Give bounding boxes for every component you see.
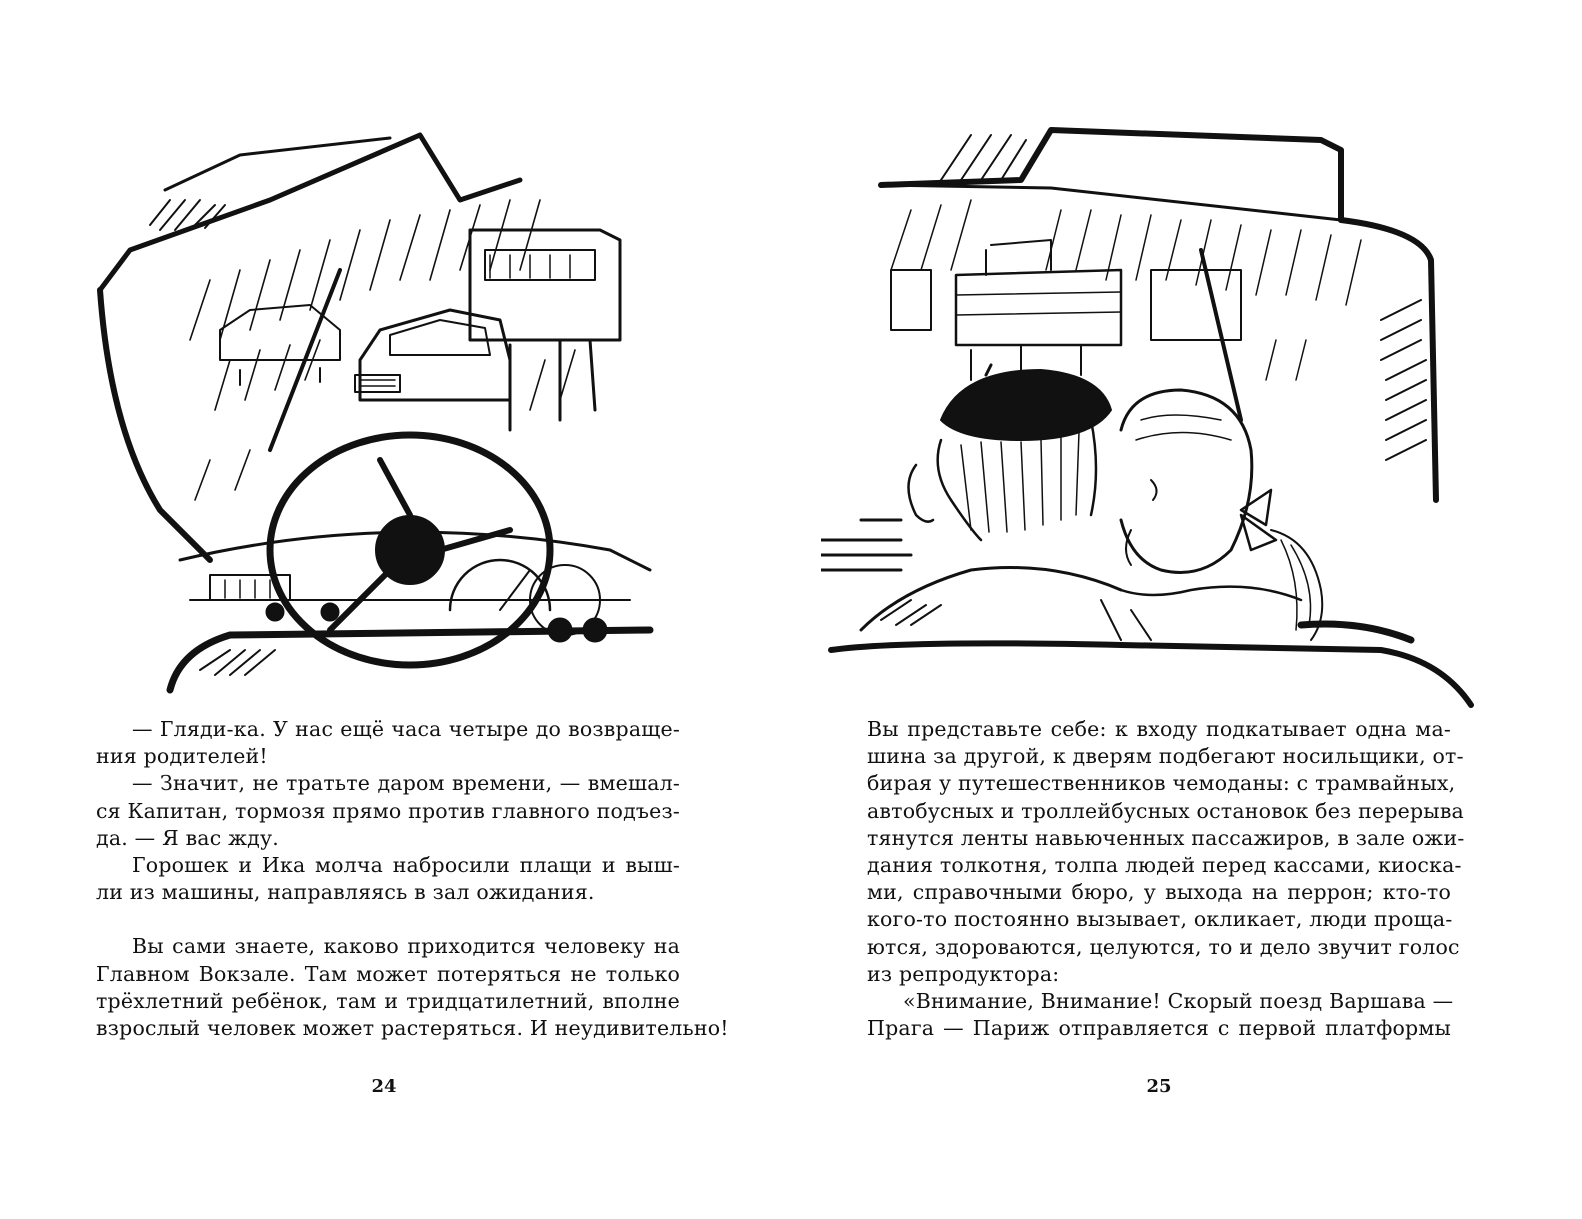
text-line: ми, справочными бюро, у выхода на перрон; кто-то	[867, 880, 1451, 905]
text-line: ются, здороваются, целуются, то и дело звучит голос	[867, 934, 1460, 959]
text-line: дания толкотня, толпа людей перед кассами, киоска-	[867, 853, 1462, 878]
text-line: взрослый человек может растеряться. И неудивительно!	[96, 1016, 729, 1041]
text-line: Горошек и Ика молча набросили плащи и выш-	[132, 853, 680, 878]
page-number-left: 24	[371, 1076, 397, 1097]
text-line: Вы сами знаете, каково приходится человеку на	[132, 934, 680, 959]
text-line: Главном Вокзале. Там может потеряться не только	[96, 961, 680, 986]
text-line: ли из машины, направляясь в зал ожидания.	[96, 880, 595, 905]
text-line: шина за другой, к дверям подбегают носильщики, от-	[867, 744, 1464, 769]
illustration-car-interior-steering-wheel	[90, 130, 670, 700]
text-line: бирая у путешественников чемоданы: с трамвайных,	[867, 771, 1456, 796]
page-number-right: 25	[1146, 1076, 1172, 1097]
text-line: автобусных и троллейбусных остановок без перерыва	[867, 798, 1464, 823]
text-line: да. — Я вас жду.	[96, 825, 279, 850]
right-page	[791, 0, 1582, 1219]
text-line: тянутся ленты навьюченных пассажиров, в зале ожи-	[867, 825, 1465, 850]
text-line: «Внимание, Внимание! Скорый поезд Варшава —	[903, 989, 1454, 1014]
right-page-text	[867, 716, 1465, 1042]
text-line: из репродуктора:	[867, 961, 1060, 986]
text-line: Вы представьте себе: к входу подкатывает одна ма-	[867, 717, 1451, 741]
text-line: ся Капитан, тормозя прямо против главного подъез-	[96, 798, 680, 823]
illustration-children-in-car	[821, 120, 1481, 710]
text-line: трёхлетний ребёнок, там и тридцатилетний, вполне	[96, 988, 680, 1013]
left-page-text	[96, 716, 729, 1042]
text-line: Прага — Париж отправляется с первой платформы	[867, 1016, 1451, 1041]
text-line: кого-то постоянно вызывает, окликает, люди проща-	[867, 907, 1453, 932]
text-line: — Гляди-ка. У нас ещё часа четыре до возвраще-	[132, 717, 680, 741]
text-line: — Значит, не тратьте даром времени, — вмешал-	[132, 771, 680, 796]
text-line: ния родителей!	[96, 744, 268, 769]
paragraph-gap	[96, 906, 680, 933]
